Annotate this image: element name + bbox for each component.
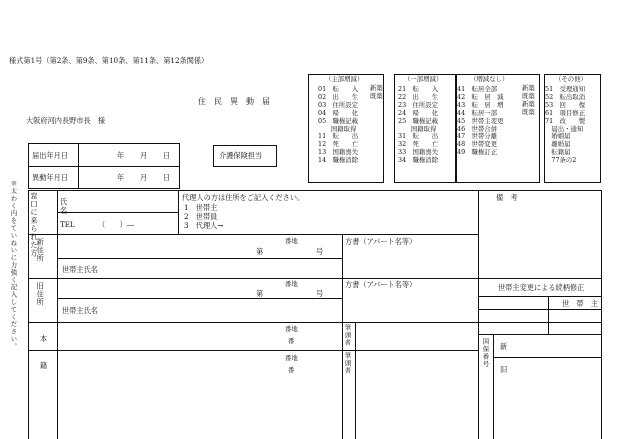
applicant-option-1[interactable]: 1 世帯主: [184, 203, 218, 212]
old-dai: 第: [256, 289, 264, 298]
brace-label-no-change-1: 新築 既築: [522, 84, 535, 100]
new-banchi: 番地: [285, 237, 298, 245]
code-list-other: 51 受理通知 52 転出取消 53 回 復 61 項目修正 71 改 製 届出・通知 婚姻届 離婚届 転籍届 77条の2: [545, 85, 586, 165]
kokuho-kyu: 旧: [500, 365, 508, 374]
honseki-ban-2: 番: [288, 366, 295, 374]
notification-date-label: 届出年月日: [32, 151, 68, 160]
move-date-label: 異動年月日: [32, 173, 68, 182]
form-title: 住 民 異 動 届: [198, 97, 270, 106]
code-header-other: （その他）: [555, 75, 587, 83]
honseki-banchi: 番地: [285, 325, 298, 333]
new-apartment-label: 方書（アパート名等）: [345, 237, 417, 246]
kokuho-label: 国保番号: [481, 338, 490, 368]
applicant-option-2[interactable]: 2 世帯員: [184, 212, 218, 221]
move-year-unit: 年: [117, 173, 125, 182]
applicant-tel-label: TEL: [60, 220, 75, 229]
honseki-ban: 番: [288, 337, 295, 345]
code-list-partial: 21 転 入 22 出 生 23 住所設定 24 帰 化 25 職権記載 国籍取得 31 転 出 32 死 亡 33 国籍喪失 34 職権消除: [398, 85, 439, 165]
remarks-label: 備 考: [496, 193, 518, 202]
old-householder-label: 世帯主氏名: [62, 306, 98, 315]
brace-label-no-change-2: 新築 既築: [522, 100, 535, 116]
notification-year-unit: 年: [117, 151, 125, 160]
code-header-no-change: （増減なし）: [470, 75, 509, 83]
notification-day-unit: 日: [163, 151, 171, 160]
code-list-main: 01 転 入 02 出 生 03 住所設定 04 帰 化 05 職権記載 国籍取得 11 転 出 12 死 亡 13 国籍喪失 14 職権消除: [318, 85, 359, 165]
addressee: 大阪府河内長野市長 様: [26, 116, 106, 125]
applicant-side-label: 窓口に来られた方: [30, 192, 39, 258]
old-apartment-label: 方書（アパート名等）: [345, 280, 417, 289]
old-go: 号: [316, 289, 324, 298]
kokuho-shin: 新: [500, 342, 508, 351]
new-dai: 第: [256, 247, 264, 256]
form-number: 様式第1号（第2条、第9条、第10条、第11条、第12条関係）: [9, 56, 209, 65]
applicant-name-label: 氏名: [60, 197, 68, 215]
agent-note: 代理人の方は住所をご記入ください。: [182, 193, 305, 202]
new-go: 号: [316, 247, 324, 256]
household-change-label: 世帯主変更による続柄修正: [498, 283, 585, 292]
remarks-frame: [479, 190, 602, 439]
move-month-unit: 月: [140, 173, 148, 182]
brace-label-main: 新築 既築: [370, 84, 383, 100]
code-header-partial: （一部増減）: [404, 75, 443, 83]
code-list-no-change: 41 転居全部 42 転 居 減 43 転 居 増 44 転居一部 45 世帯主変更 46 世帯合併 47 世帯分離 48 世帯変更 49 職権訂正: [457, 85, 504, 157]
applicant-option-3[interactable]: 3 代理人→: [184, 221, 224, 230]
honseki-hittosha: 筆頭者: [343, 324, 352, 347]
move-day-unit: 日: [163, 173, 171, 182]
honseki-banchi-2: 番地: [285, 354, 298, 362]
care-insurance-label: 介護保険担当: [219, 151, 263, 160]
fill-notice: ※太わく内をていねいに力強く記入してください。: [9, 180, 18, 351]
old-address-label: 旧住所: [36, 282, 46, 307]
new-address-label: 新住所: [36, 238, 46, 263]
applicant-tel-format: （ ）―: [98, 220, 134, 229]
code-header-main: （主部増減）: [325, 75, 364, 83]
honseki-label-2: 籍: [40, 361, 48, 370]
old-banchi: 番地: [285, 280, 298, 288]
setainushi-label: 世 帯 主: [562, 299, 598, 308]
honseki-label-1: 本: [40, 334, 48, 343]
honseki-hittosha-2: 筆頭者: [343, 352, 352, 375]
notification-month-unit: 月: [140, 151, 148, 160]
new-householder-label: 世帯主氏名: [62, 265, 98, 274]
